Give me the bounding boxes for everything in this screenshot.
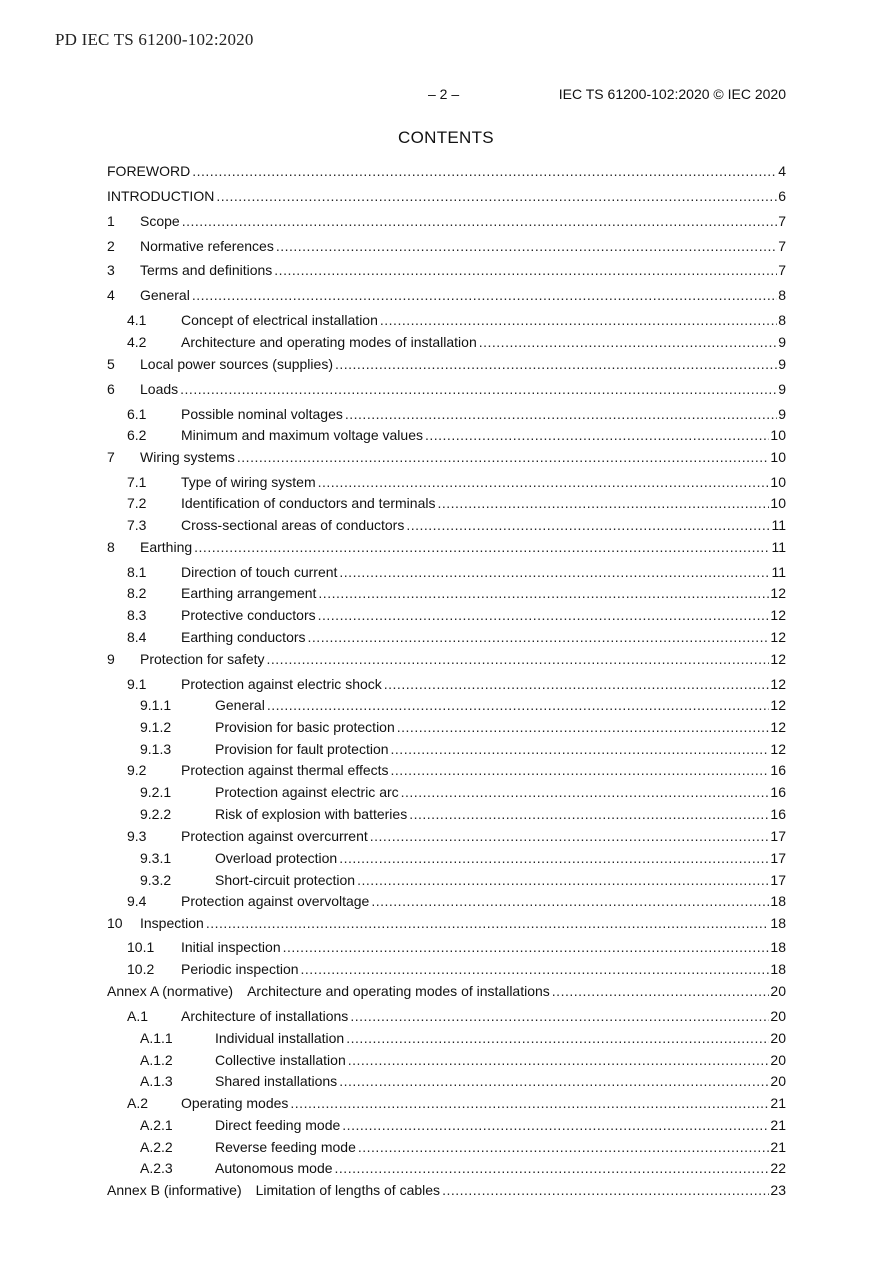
toc-leader-dots bbox=[318, 473, 770, 491]
toc-entry-title: General bbox=[140, 287, 190, 303]
toc-entry-title: FOREWORD bbox=[107, 163, 191, 179]
toc-entry-number: 8.3 bbox=[127, 607, 147, 623]
toc-entry-title: Autonomous mode bbox=[215, 1160, 333, 1176]
toc-entry-number: 9.1 bbox=[127, 676, 147, 692]
toc-entry-number: 9.2.1 bbox=[140, 784, 172, 800]
toc-entry-number: 7.1 bbox=[127, 474, 147, 490]
toc-entry-page: 12 bbox=[770, 697, 786, 713]
toc-entry-title: Limitation of lengths of cables bbox=[255, 1182, 441, 1198]
toc-entry[interactable] bbox=[107, 1007, 786, 1025]
toc-entry-number: 9 bbox=[107, 651, 115, 667]
toc-entry-page: 9 bbox=[778, 406, 786, 422]
toc-leader-dots bbox=[192, 162, 777, 180]
toc-entry-number: 4 bbox=[107, 287, 115, 303]
toc-entry-number: A.2 bbox=[127, 1095, 149, 1111]
toc-entry[interactable] bbox=[107, 650, 786, 668]
toc-entry-number: A.2.1 bbox=[140, 1117, 173, 1133]
toc-entry[interactable] bbox=[107, 355, 786, 373]
toc-leader-dots bbox=[339, 563, 770, 581]
toc-entry-page: 17 bbox=[770, 872, 786, 888]
toc-leader-dots bbox=[406, 516, 770, 534]
toc-entry[interactable] bbox=[107, 827, 786, 845]
toc-leader-dots bbox=[237, 448, 770, 466]
toc-entry[interactable] bbox=[107, 628, 786, 646]
toc-entry-page: 22 bbox=[770, 1160, 786, 1176]
toc-entry-number: 9.1.2 bbox=[140, 719, 172, 735]
toc-leader-dots bbox=[371, 892, 769, 910]
toc-entry[interactable] bbox=[107, 162, 786, 180]
toc-entry-number: 7.2 bbox=[127, 495, 147, 511]
toc-entry[interactable] bbox=[107, 938, 786, 956]
toc-leader-dots bbox=[206, 914, 770, 932]
toc-entry[interactable] bbox=[107, 187, 786, 205]
toc-entry-page: 18 bbox=[770, 939, 786, 955]
toc-leader-dots bbox=[437, 494, 769, 512]
toc-leader-dots bbox=[479, 333, 777, 351]
toc-entry-page: 20 bbox=[770, 983, 786, 999]
toc-entry-page: 11 bbox=[771, 517, 786, 533]
toc-entry-title: Local power sources (supplies) bbox=[140, 356, 333, 372]
toc-entry-title: Loads bbox=[140, 381, 179, 397]
toc-entry-page: 9 bbox=[778, 334, 786, 350]
toc-leader-dots bbox=[194, 538, 770, 556]
toc-entry-number: 8.2 bbox=[127, 585, 147, 601]
toc-entry-page: 12 bbox=[770, 719, 786, 735]
toc-leader-dots bbox=[318, 606, 770, 624]
toc-leader-dots bbox=[342, 1116, 769, 1134]
toc-leader-dots bbox=[391, 740, 770, 758]
toc-entry-title: Shared installations bbox=[215, 1073, 338, 1089]
toc-entry-number: 7.3 bbox=[127, 517, 147, 533]
toc-leader-dots bbox=[216, 187, 777, 205]
toc-entry-title: Cross-sectional areas of conductors bbox=[181, 517, 405, 533]
toc-entry[interactable] bbox=[107, 914, 786, 932]
toc-leader-dots bbox=[335, 355, 777, 373]
document-id: PD IEC TS 61200-102:2020 bbox=[55, 30, 254, 49]
toc-leader-dots bbox=[267, 696, 770, 714]
toc-entry-title: Overload protection bbox=[215, 850, 338, 866]
toc-entry-title: Provision for fault protection bbox=[215, 741, 389, 757]
toc-entry-title: Reverse feeding mode bbox=[215, 1139, 356, 1155]
toc-entry[interactable] bbox=[107, 892, 786, 910]
toc-entry-number: 4.1 bbox=[127, 312, 147, 328]
toc-entry[interactable] bbox=[107, 1116, 786, 1134]
toc-entry-page: 12 bbox=[770, 607, 786, 623]
toc-entry-page: 17 bbox=[770, 828, 786, 844]
standard-reference: IEC TS 61200-102:2020 © IEC 2020 bbox=[558, 86, 786, 102]
contents-title: CONTENTS bbox=[398, 128, 494, 147]
toc-entry-page: 16 bbox=[770, 784, 786, 800]
toc-entry-page: 21 bbox=[770, 1095, 786, 1111]
page-number: – 2 – bbox=[428, 86, 460, 102]
toc-leader-dots bbox=[401, 783, 770, 801]
toc-leader-dots bbox=[380, 311, 777, 329]
toc-entry-page: 11 bbox=[771, 564, 786, 580]
toc-entry-title: General bbox=[215, 697, 265, 713]
toc-entry-title: Architecture and operating modes of installations bbox=[247, 983, 550, 999]
toc-entry[interactable] bbox=[107, 740, 786, 758]
toc-entry-number: 10 bbox=[107, 915, 123, 931]
toc-entry-title: Identification of conductors and terminals bbox=[181, 495, 436, 511]
toc-entry-number: 8.1 bbox=[127, 564, 147, 580]
toc-entry-page: 9 bbox=[778, 356, 786, 372]
toc-entry-page: 12 bbox=[770, 741, 786, 757]
toc-entry-page: 17 bbox=[770, 850, 786, 866]
toc-entry-number: 9.2.2 bbox=[140, 806, 172, 822]
toc-entry-page: 20 bbox=[770, 1073, 786, 1089]
toc-leader-dots bbox=[283, 938, 770, 956]
toc-entry-page: 20 bbox=[770, 1052, 786, 1068]
toc-entry[interactable] bbox=[107, 1051, 786, 1069]
toc-entry[interactable] bbox=[107, 1159, 786, 1177]
toc-entry-number: A.1.3 bbox=[140, 1073, 173, 1089]
toc-entry-title: Inspection bbox=[140, 915, 204, 931]
toc-leader-dots bbox=[552, 982, 770, 1000]
toc-entry-number: 6.2 bbox=[127, 427, 147, 443]
toc-entry-title: Type of wiring system bbox=[181, 474, 316, 490]
toc-entry-number: 1 bbox=[107, 213, 115, 229]
toc-entry-title: Protective conductors bbox=[181, 607, 316, 623]
toc-entry-title: Concept of electrical installation bbox=[181, 312, 378, 328]
toc-entry-title: INTRODUCTION bbox=[107, 188, 215, 204]
toc-entry-number: 6 bbox=[107, 381, 115, 397]
toc-entry-page: 12 bbox=[770, 651, 786, 667]
toc-entry-number: 9.2 bbox=[127, 762, 147, 778]
toc-entry[interactable] bbox=[107, 675, 786, 693]
toc-entry[interactable] bbox=[107, 1181, 786, 1199]
toc-entry-page: 7 bbox=[778, 213, 786, 229]
toc-entry-page: 6 bbox=[778, 188, 786, 204]
toc-entry-page: 4 bbox=[778, 163, 786, 179]
toc-entry-title: Short-circuit protection bbox=[215, 872, 356, 888]
toc-entry[interactable] bbox=[107, 584, 786, 602]
toc-entry-page: 8 bbox=[778, 287, 786, 303]
toc-entry[interactable] bbox=[107, 333, 786, 351]
toc-entry-number: 2 bbox=[107, 238, 115, 254]
toc-entry-number: 9.3.2 bbox=[140, 872, 172, 888]
toc-entry[interactable] bbox=[107, 606, 786, 624]
toc-entry-number: A.2.2 bbox=[140, 1139, 173, 1155]
toc-entry-title: Initial inspection bbox=[181, 939, 281, 955]
toc-entry-title: Risk of explosion with batteries bbox=[215, 806, 408, 822]
toc-entry-title: Terms and definitions bbox=[140, 262, 273, 278]
toc-leader-dots bbox=[301, 960, 770, 978]
toc-entry-title: Protection against electric shock bbox=[181, 676, 382, 692]
toc-entry[interactable] bbox=[107, 380, 786, 398]
toc-entry-title: Individual installation bbox=[215, 1030, 345, 1046]
toc-leader-dots bbox=[318, 584, 769, 602]
toc-entry-page: 10 bbox=[770, 449, 786, 465]
toc-entry[interactable] bbox=[107, 718, 786, 736]
toc-entry[interactable] bbox=[107, 473, 786, 491]
toc-entry-title: Wiring systems bbox=[140, 449, 235, 465]
toc-entry-page: 18 bbox=[770, 961, 786, 977]
toc-entry-number: 9.1.1 bbox=[140, 697, 172, 713]
toc-entry-title: Collective installation bbox=[215, 1052, 346, 1068]
toc-entry-number: 8.4 bbox=[127, 629, 147, 645]
toc-entry[interactable] bbox=[107, 1072, 786, 1090]
toc-entry-number: A.1 bbox=[127, 1008, 149, 1024]
toc-entry-title: Protection for safety bbox=[140, 651, 265, 667]
toc-entry-number: 10.1 bbox=[127, 939, 155, 955]
toc-entry-number: A.1.2 bbox=[140, 1052, 173, 1068]
toc-leader-dots bbox=[339, 849, 769, 867]
toc-entry-page: 8 bbox=[778, 312, 786, 328]
toc-entry-number: 7 bbox=[107, 449, 115, 465]
toc-entry-number: Annex A (normative) bbox=[107, 983, 234, 999]
toc-entry-number: 10.2 bbox=[127, 961, 155, 977]
toc-entry-title: Earthing arrangement bbox=[181, 585, 317, 601]
toc-leader-dots bbox=[345, 405, 777, 423]
toc-entry[interactable] bbox=[107, 805, 786, 823]
toc-entry-title: Earthing conductors bbox=[181, 629, 306, 645]
toc-entry-number: 8 bbox=[107, 539, 115, 555]
toc-entry[interactable] bbox=[107, 286, 786, 304]
toc-leader-dots bbox=[290, 1094, 769, 1112]
toc-entry-number: A.1.1 bbox=[140, 1030, 173, 1046]
toc-leader-dots bbox=[391, 761, 770, 779]
toc-entry[interactable] bbox=[107, 311, 786, 329]
toc-leader-dots bbox=[425, 426, 769, 444]
toc-entry-title: Architecture of installations bbox=[181, 1008, 349, 1024]
toc-entry[interactable] bbox=[107, 1094, 786, 1112]
toc-entry-title: Operating modes bbox=[181, 1095, 289, 1111]
toc-leader-dots bbox=[357, 871, 769, 889]
toc-entry[interactable] bbox=[107, 696, 786, 714]
toc-entry-page: 7 bbox=[778, 262, 786, 278]
toc-entry[interactable] bbox=[107, 849, 786, 867]
toc-entry[interactable] bbox=[107, 516, 786, 534]
toc-entry-page: 18 bbox=[770, 915, 786, 931]
toc-entry-page: 11 bbox=[771, 539, 786, 555]
toc-entry-number: Annex B (informative) bbox=[107, 1182, 242, 1198]
toc-entry[interactable] bbox=[107, 237, 786, 255]
toc-entry-number: 6.1 bbox=[127, 406, 147, 422]
toc-leader-dots bbox=[276, 237, 777, 255]
toc-entry-title: Protection against thermal effects bbox=[181, 762, 389, 778]
toc-leader-dots bbox=[180, 380, 777, 398]
toc-entry-number: 9.4 bbox=[127, 893, 147, 909]
toc-entry[interactable] bbox=[107, 960, 786, 978]
toc-leader-dots bbox=[192, 286, 777, 304]
toc-entry-page: 16 bbox=[770, 762, 786, 778]
toc-entry[interactable] bbox=[107, 563, 786, 581]
toc-entry-page: 21 bbox=[770, 1117, 786, 1133]
toc-entry-page: 23 bbox=[770, 1182, 786, 1198]
toc-entry-title: Scope bbox=[140, 213, 180, 229]
toc-entry-number: 9.1.3 bbox=[140, 741, 172, 757]
toc-entry-page: 9 bbox=[778, 381, 786, 397]
toc-entry-title: Periodic inspection bbox=[181, 961, 299, 977]
toc-entry[interactable] bbox=[107, 494, 786, 512]
toc-entry[interactable] bbox=[107, 761, 786, 779]
toc-entry-number: A.2.3 bbox=[140, 1160, 173, 1176]
toc-entry-title: Possible nominal voltages bbox=[181, 406, 343, 422]
toc-entry-page: 12 bbox=[770, 585, 786, 601]
toc-leader-dots bbox=[335, 1159, 770, 1177]
toc-entry-number: 9.3 bbox=[127, 828, 147, 844]
toc-leader-dots bbox=[308, 628, 770, 646]
toc-entry-page: 10 bbox=[770, 495, 786, 511]
toc-entry-title: Provision for basic protection bbox=[215, 719, 395, 735]
toc-entry-page: 7 bbox=[778, 238, 786, 254]
toc-leader-dots bbox=[397, 718, 770, 736]
toc-entry-title: Protection against overcurrent bbox=[181, 828, 368, 844]
toc-entry[interactable] bbox=[107, 448, 786, 466]
toc-entry-title: Protection against overvoltage bbox=[181, 893, 370, 909]
toc-leader-dots bbox=[358, 1138, 770, 1156]
toc-entry-page: 16 bbox=[770, 806, 786, 822]
toc-entry-page: 10 bbox=[770, 427, 786, 443]
toc-entry-page: 18 bbox=[770, 893, 786, 909]
toc-entry[interactable] bbox=[107, 261, 786, 279]
toc-entry-number: 4.2 bbox=[127, 334, 147, 350]
toc-entry-title: Direct feeding mode bbox=[215, 1117, 341, 1133]
toc-leader-dots bbox=[442, 1181, 769, 1199]
toc-entry-page: 20 bbox=[770, 1008, 786, 1024]
toc-leader-dots bbox=[346, 1029, 769, 1047]
toc-entry-number: 5 bbox=[107, 356, 115, 372]
toc-entry-page: 20 bbox=[770, 1030, 786, 1046]
toc-entry-title: Earthing bbox=[140, 539, 193, 555]
toc-entry[interactable] bbox=[107, 212, 786, 230]
toc-entry[interactable] bbox=[107, 405, 786, 423]
toc-entry[interactable] bbox=[107, 426, 786, 444]
toc-leader-dots bbox=[182, 212, 778, 230]
toc-leader-dots bbox=[409, 805, 769, 823]
toc-entry-page: 10 bbox=[770, 474, 786, 490]
toc-entry[interactable] bbox=[107, 1138, 786, 1156]
toc-entry[interactable] bbox=[107, 982, 786, 1000]
toc-entry[interactable] bbox=[107, 783, 786, 801]
toc-entry-title: Normative references bbox=[140, 238, 274, 254]
toc-entry[interactable] bbox=[107, 538, 786, 556]
toc-leader-dots bbox=[339, 1072, 769, 1090]
toc-entry-number: 3 bbox=[107, 262, 115, 278]
toc-entry[interactable] bbox=[107, 871, 786, 889]
toc-entry-page: 12 bbox=[770, 629, 786, 645]
toc-entry-title: Minimum and maximum voltage values bbox=[181, 427, 423, 443]
toc-leader-dots bbox=[348, 1051, 770, 1069]
toc-leader-dots bbox=[267, 650, 770, 668]
toc-leader-dots bbox=[350, 1007, 769, 1025]
toc-entry[interactable] bbox=[107, 1029, 786, 1047]
toc-entry-number: 9.3.1 bbox=[140, 850, 172, 866]
toc-leader-dots bbox=[384, 675, 770, 693]
toc-entry-title: Direction of touch current bbox=[181, 564, 338, 580]
toc-leader-dots bbox=[274, 261, 777, 279]
toc-entry-title: Protection against electric arc bbox=[215, 784, 399, 800]
toc-entry-title: Architecture and operating modes of installation bbox=[181, 334, 477, 350]
toc-entry-page: 21 bbox=[770, 1139, 786, 1155]
toc-leader-dots bbox=[370, 827, 770, 845]
toc-entry-page: 12 bbox=[770, 676, 786, 692]
